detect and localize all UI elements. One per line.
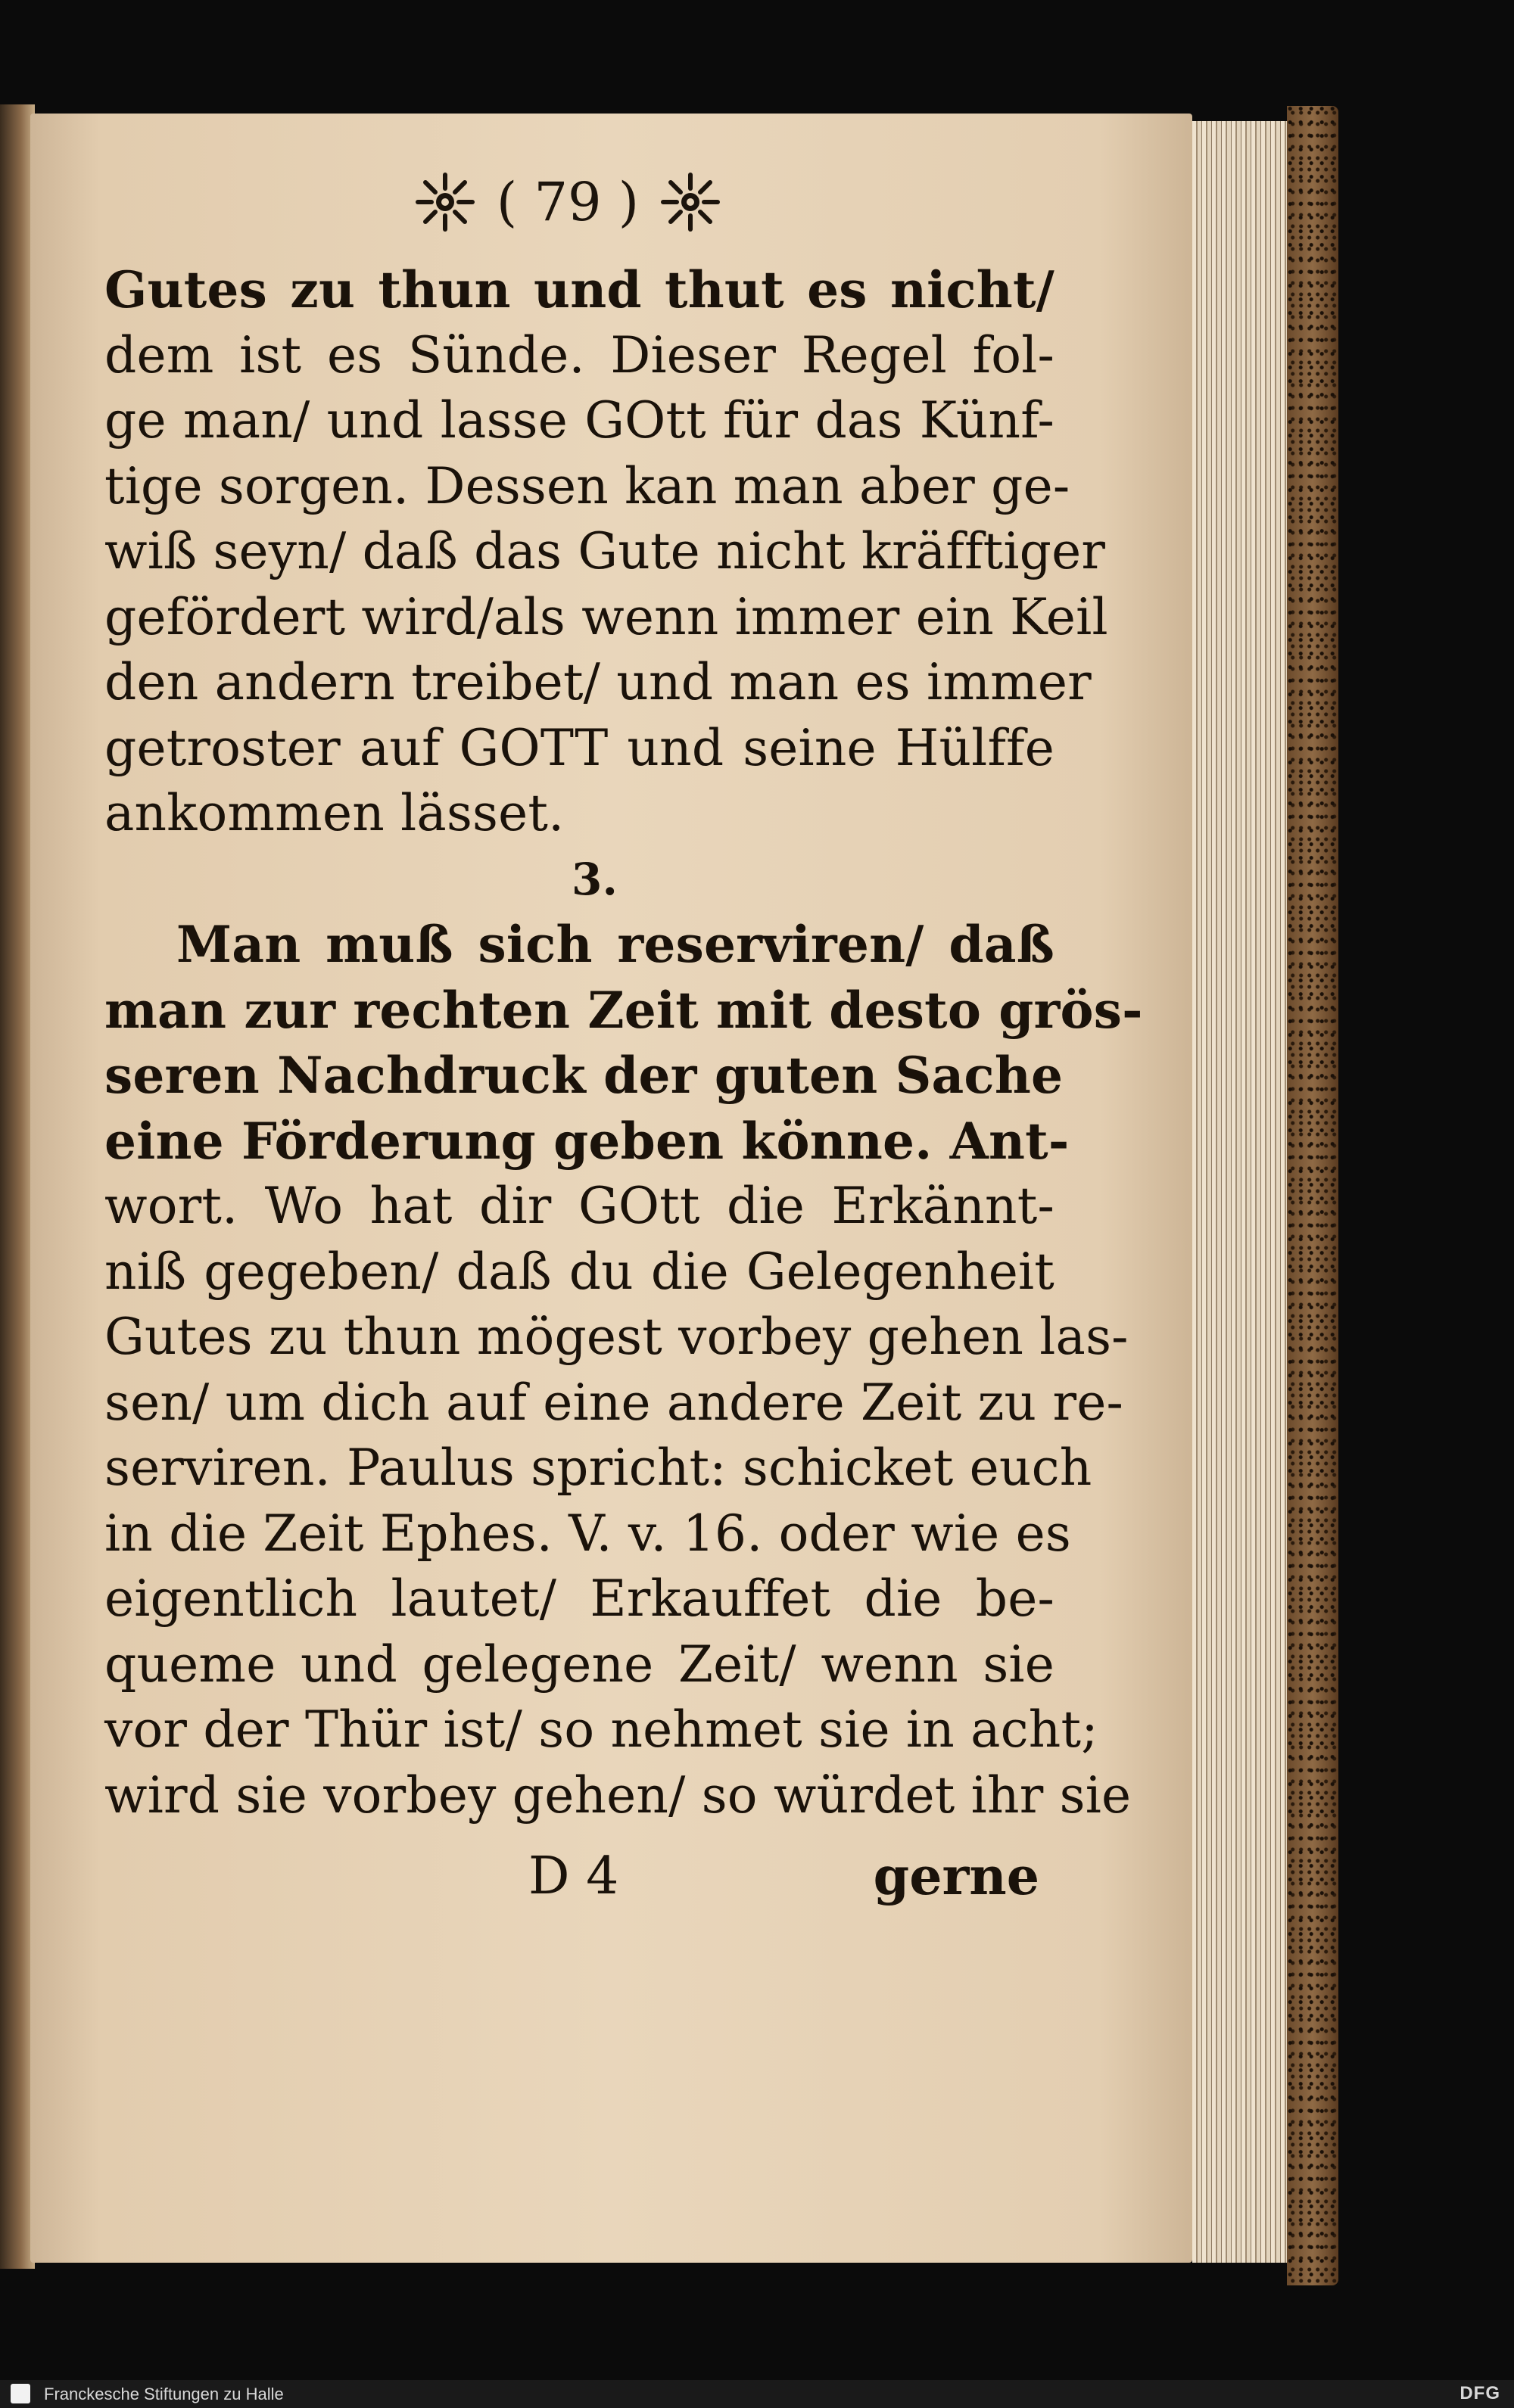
text-line: wird sie vorbey gehen/ so würdet ihr sie xyxy=(104,1766,1132,1825)
text-line: tige sorgen. Dessen kan man aber ge- xyxy=(104,456,1070,515)
text-line: Gutes zu thun und thut es nicht/ xyxy=(104,260,1055,319)
page-edges xyxy=(1192,121,1291,2263)
section-number: 3. xyxy=(572,853,618,905)
signature-mark: D 4 xyxy=(528,1846,619,1906)
right-ornament-icon xyxy=(659,170,722,234)
text-line: man zur rechten Zeit mit desto grös- xyxy=(104,980,1143,1040)
text-line: Gutes zu thun mögest vorbey gehen las- xyxy=(104,1308,1129,1366)
book-cover-edge xyxy=(1287,106,1338,2285)
text-line: eigentlich lautet/ Erkauffet die be- xyxy=(104,1570,1055,1628)
text-line: serviren. Paulus spricht: schicket euch xyxy=(104,1439,1092,1497)
page-foot xyxy=(104,1846,1055,1915)
text-line: vor der Thür ist/ so nehmet sie in acht; xyxy=(104,1700,1098,1759)
text-line: ge man/ und lasse GOtt für das Künf- xyxy=(104,391,1055,450)
footer-credit: Franckesche Stiftungen zu Halle xyxy=(44,2385,284,2403)
institution-logo-icon xyxy=(11,2384,30,2403)
text-line: seren Nachdruck der guten Sache xyxy=(104,1046,1064,1105)
text-line: getroster auf GOTT und seine Hülffe xyxy=(104,718,1055,777)
text-line: gefördert wird/als wenn immer ein Keil xyxy=(104,587,1108,646)
page-number: ( 79 ) xyxy=(496,171,640,233)
text-line: sen/ um dich auf eine andere Zeit zu re- xyxy=(104,1373,1123,1432)
text-line: den andern treibet/ und man es immer xyxy=(104,653,1092,711)
dfg-logo: DFG xyxy=(1459,2383,1500,2403)
viewer-footer xyxy=(0,2380,1514,2408)
body-text xyxy=(104,257,1143,1828)
text-line: ankommen lässet. xyxy=(104,784,565,842)
text-line: Man muß sich reserviren/ daß xyxy=(176,915,1055,974)
left-ornament-icon xyxy=(413,170,477,234)
text-line: queme und gelegene Zeit/ wenn sie xyxy=(104,1635,1055,1694)
text-line: eine Förderung geben könne. Ant- xyxy=(104,1111,1070,1171)
running-head xyxy=(394,160,742,244)
text-line: dem ist es Sünde. Dieser Regel fol- xyxy=(104,325,1055,384)
text-line: in die Zeit Ephes. V. v. 16. oder wie es xyxy=(104,1504,1071,1563)
text-line: wort. Wo hat dir GOtt die Erkännt- xyxy=(104,1177,1055,1235)
catchword: gerne xyxy=(873,1846,1039,1907)
text-line: niß gegeben/ daß du die Gelegenheit xyxy=(104,1242,1055,1301)
text-line: wiß seyn/ daß das Gute nicht kräfftiger xyxy=(104,522,1106,580)
